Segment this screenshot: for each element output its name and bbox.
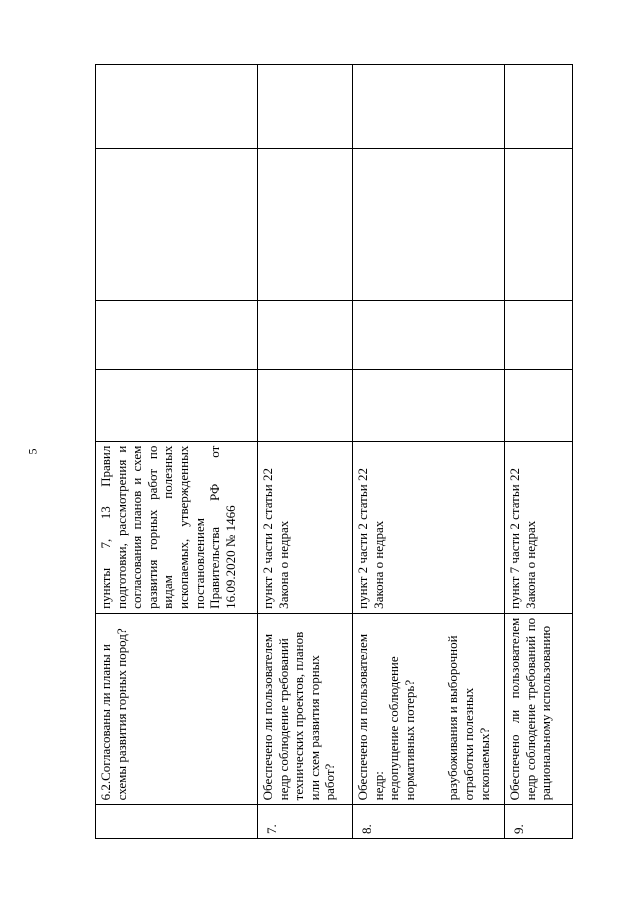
question-cell xyxy=(353,613,505,805)
empty-cell xyxy=(258,149,353,300)
legal-reference-cell: пункт 7 части 2 статьи 22 Закона о недрах xyxy=(505,441,573,613)
rotated-table-container xyxy=(95,64,572,839)
empty-cell xyxy=(505,370,573,441)
empty-cell xyxy=(258,300,353,370)
question-cell: Обеспечено ли пользователем недр соблюдение требований технических проектов, планов или схем развития горных работ? xyxy=(258,613,353,805)
question-sub-item: разубоживания и выборочной отработки полезных ископаемых? xyxy=(445,635,492,801)
inspection-checklist-table xyxy=(95,64,573,839)
empty-cell xyxy=(258,65,353,149)
empty-cell xyxy=(96,300,258,370)
legal-reference-cell: пункт 2 части 2 статьи 22 Закона о недрах xyxy=(353,441,505,613)
legal-reference-cell: пункты 7, 13 Правил подготовки, рассмотрения и согласования планов и схем развития горных работ по видам полезных ископаемых, утвержденных постановлением Правительства РФ от 16.09.2020 № 1466 xyxy=(96,441,258,613)
table-row xyxy=(258,65,353,839)
empty-cell xyxy=(505,65,573,149)
empty-cell xyxy=(96,149,258,300)
legal-reference-cell: пункт 2 части 2 статьи 22 Закона о недрах xyxy=(258,441,353,613)
row-number: 8. xyxy=(353,805,505,839)
question-sub-item: недопущение соблюдение нормативных потерь? xyxy=(386,656,417,801)
page-number: 5 xyxy=(25,448,40,455)
empty-cell xyxy=(505,149,573,300)
spacer xyxy=(417,618,445,801)
empty-cell xyxy=(353,65,505,149)
table-row xyxy=(353,65,505,839)
empty-cell xyxy=(96,65,258,149)
table-row xyxy=(505,65,573,839)
empty-cell xyxy=(258,370,353,441)
empty-cell xyxy=(353,149,505,300)
empty-cell xyxy=(353,370,505,441)
row-number: 9. xyxy=(505,805,573,839)
question-cell: Обеспечено ли пользователем недр соблюдение требований по рациональному использованию xyxy=(505,613,573,805)
row-number: 7. xyxy=(258,805,353,839)
table-row xyxy=(96,65,258,839)
question-cell: 6.2.Согласованы ли планы и схемы развития горных пород? xyxy=(96,613,258,805)
empty-cell xyxy=(353,300,505,370)
question-intro: Обеспечено ли пользователем недр: xyxy=(355,633,386,801)
empty-cell xyxy=(96,370,258,441)
empty-cell xyxy=(505,300,573,370)
row-number xyxy=(96,805,258,839)
